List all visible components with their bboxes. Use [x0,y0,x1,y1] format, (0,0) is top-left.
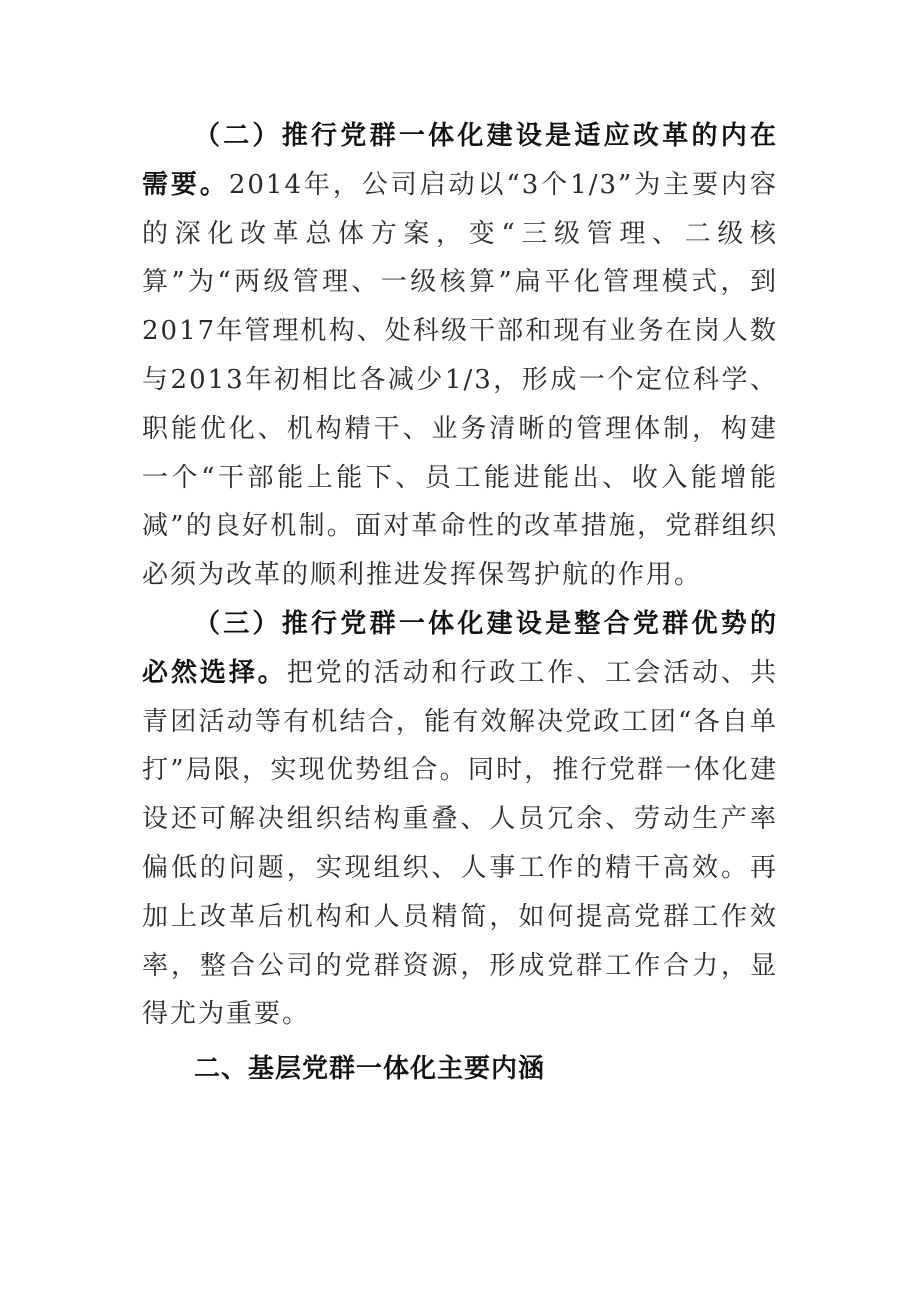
paragraph-lead-heading: （三）推行党群一体化建设是整合党群优势的必然选择。 [142,608,778,688]
section-heading: 二、基层党群一体化主要内涵 [194,1054,546,1085]
paragraph-integration-choice [142,600,778,1039]
paragraph-reform-need [142,112,778,600]
document-page [142,112,778,1094]
paragraph-lead-heading: （二）推行党群一体化建设是适应改革的内在需要。 [142,121,778,200]
paragraph-body-text: 2014年，公司启动以“3个1/3”为主要内容的深化改革总体方案，变“三级管理、二级核算”为“两级管理、一级核算”扁平化管理模式，到2017年管理机构、处科级干部和现有业务在岗人数与2013年初相比各减少1/3，形成一个定位科学、职能优化、机构精干、业务清晰的管理体制，构建一个“干部能上能下、员工能进能出、收入能增能减”的良好机制。面对革命性的改革措施，党群组织必须为改革的顺利推进发挥保驾护航的作用。 [142,169,778,591]
paragraph-body-text: 把党的活动和行政工作、工会活动、共青团活动等有机结合，能有效解决党政工团“各自单打”局限，实现优势组合。同时，推行党群一体化建设还可解决组织结构重叠、人员冗余、劳动生产率偏低的问题，实现组织、人事工作的精干高效。再加上改革后机构和人员精简，如何提高党群工作效率，整合公司的党群资源，形成党群工作合力，显得尤为重要。 [142,657,778,1030]
